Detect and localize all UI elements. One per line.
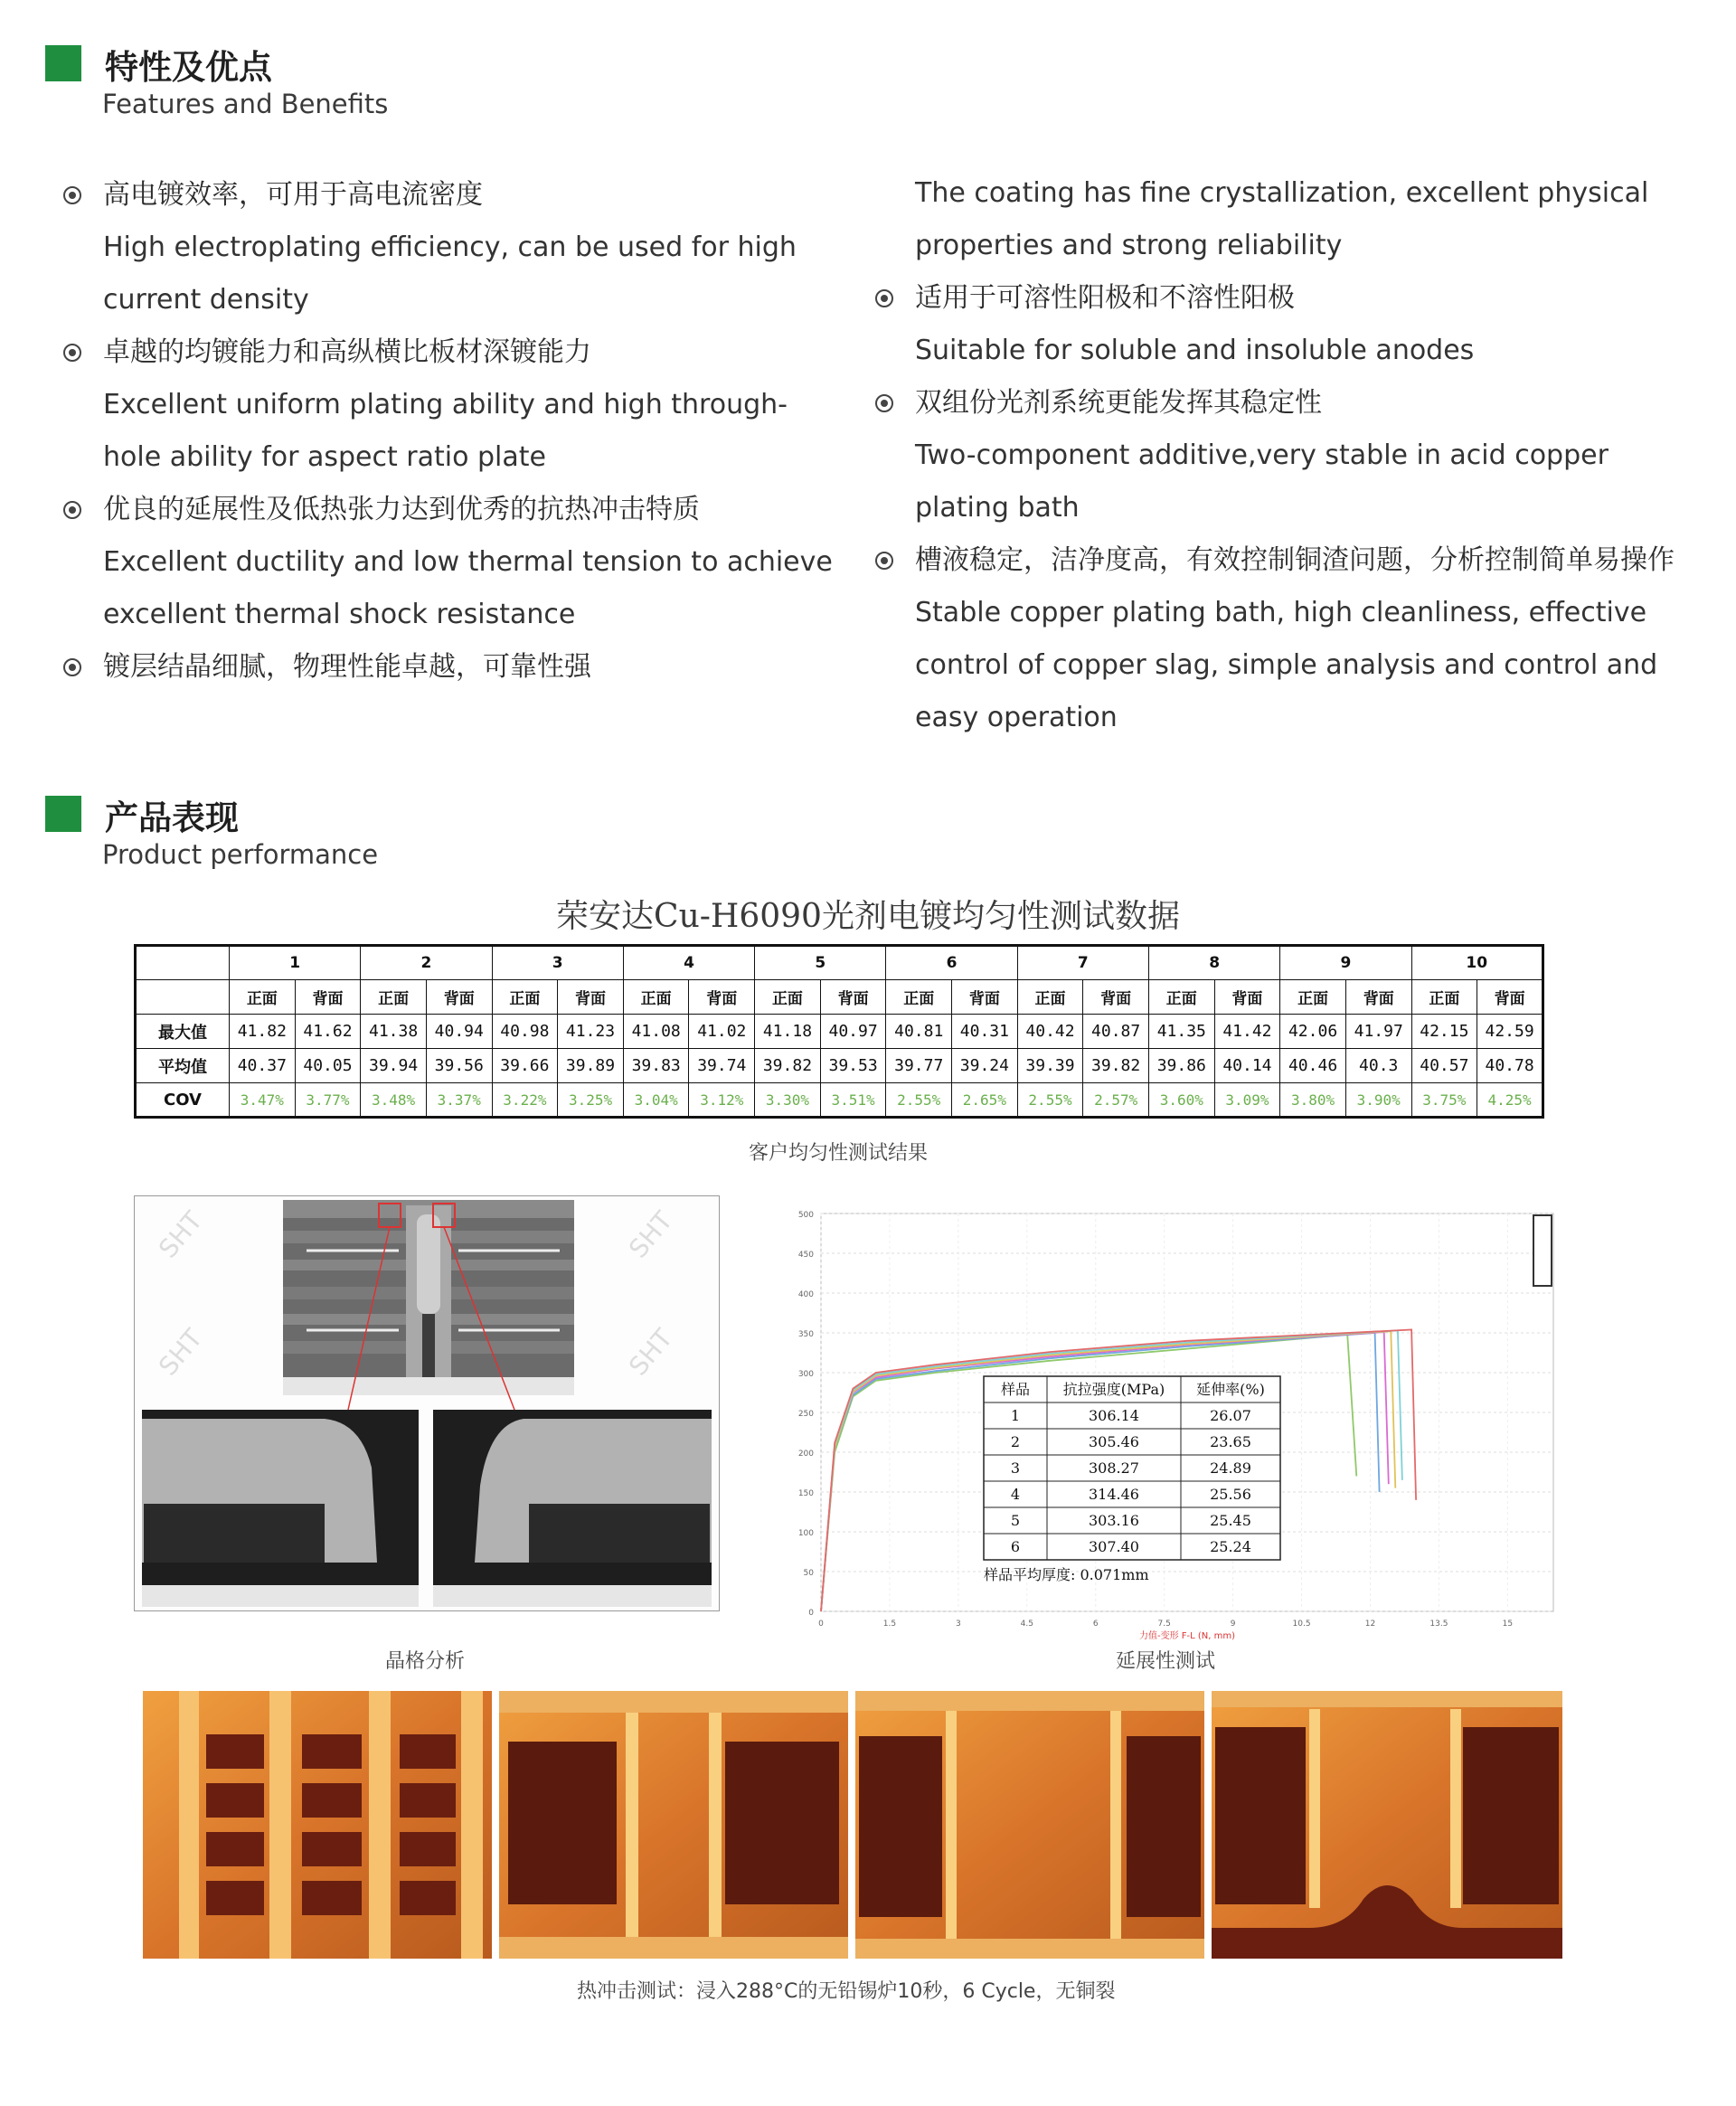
table-side-header: 正面 [492,980,558,1015]
table-cell: 41.35 [1148,1015,1214,1049]
ductility-chart [776,1195,1571,1641]
feature-4-cn: 镀层结晶细腻，物理性能卓越，可靠性强 [103,651,591,683]
feature-6-en-1: Two-component additive,very stable in acid copper [915,439,1609,471]
table-cell: 4.25% [1477,1083,1543,1118]
table-row [136,1049,1543,1083]
table-cell: 3.22% [492,1083,558,1118]
table-cell: 39.83 [623,1049,689,1083]
y-tick-label: 450 [797,1251,814,1260]
x-tick-label: 13.5 [1429,1620,1448,1629]
performance-title-en: Product performance [102,839,379,870]
y-tick-label: 300 [797,1370,814,1379]
table-cell: 3.77% [295,1083,361,1118]
table-cell: 40.81 [886,1015,952,1049]
feature-4-en-2: properties and strong reliability [915,230,1343,261]
table-cell: 40.42 [1017,1015,1083,1049]
table-corner [136,946,230,980]
x-tick-label: 15 [1502,1620,1514,1629]
table-side-header: 背面 [820,980,886,1015]
table-side-header: 正面 [1411,980,1477,1015]
thermal-image-3 [855,1691,1204,1959]
y-tick-label: 0 [808,1609,814,1618]
feature-1-en-2: current density [103,284,309,316]
table-group-header: 6 [886,946,1017,980]
table-cell: 41.82 [230,1015,296,1049]
x-tick-label: 4.5 [1020,1620,1033,1629]
feature-5-en-1: Suitable for soluble and insoluble anodes [915,335,1475,366]
table-cell: 41.23 [558,1015,624,1049]
table-side-header: 背面 [1345,980,1411,1015]
result-table-header: 抗拉强度(MPa) [1062,1381,1165,1398]
table-cell: 41.62 [295,1015,361,1049]
y-tick-label: 350 [797,1330,814,1339]
table-cell: 3.12% [689,1083,755,1118]
green-square-icon [45,45,81,81]
uniformity-table-title: 荣安达Cu-H6090光剂电镀均匀性测试数据 [556,898,1180,935]
table-cell: 41.08 [623,1015,689,1049]
table-cell: 41.38 [361,1015,427,1049]
table-side-header: 正面 [1280,980,1346,1015]
result-table-header: 样品 [1000,1381,1031,1398]
bullet-icon [875,552,893,570]
table-cell: 40.87 [1083,1015,1149,1049]
result-table-cell: 306.14 [1089,1407,1139,1424]
result-table-cell: 26.07 [1210,1407,1251,1424]
table-cell: 39.74 [689,1049,755,1083]
bullet-icon [63,186,81,204]
feature-1-cn: 高电镀效率，可用于高电流密度 [103,179,483,211]
table-cell: 3.09% [1214,1083,1280,1118]
result-table-cell: 1 [1010,1407,1021,1424]
result-table-cell: 6 [1010,1538,1021,1555]
x-tick-label: 12 [1364,1620,1376,1629]
table-side-header: 背面 [952,980,1018,1015]
feature-4-en-1: The coating has fine crystallization, excellent physical [915,177,1649,209]
table-cell: 3.47% [230,1083,296,1118]
table-group-header: 5 [755,946,886,980]
table-side-header: 背面 [1083,980,1149,1015]
bullet-icon [875,289,893,307]
table-cell: 2.55% [1017,1083,1083,1118]
features-title-en: Features and Benefits [102,89,389,119]
feature-1-en-1: High electroplating efficiency, can be used for high [103,231,797,263]
watermark-text: SHT [153,1205,209,1264]
result-table-cell: 307.40 [1089,1538,1139,1555]
feature-6-cn: 双组份光剂系统更能发挥其稳定性 [915,387,1322,419]
thermal-micrographs [143,1691,1562,1959]
table-side-header: 正面 [1017,980,1083,1015]
x-tick-label: 0 [818,1620,824,1629]
x-tick-label: 1.5 [882,1620,897,1629]
feature-3-en-1: Excellent ductility and low thermal tension to achieve [103,546,833,578]
legend-box [1533,1215,1552,1286]
table-corner [136,980,230,1015]
x-tick-label: 3 [956,1620,961,1629]
result-table-cell: 305.46 [1089,1433,1139,1450]
feature-5-cn: 适用于可溶性阳极和不溶性阳极 [915,282,1295,314]
y-tick-label: 200 [797,1450,814,1459]
ductility-caption: 延展性测试 [1116,1650,1216,1673]
bullet-icon [63,344,81,362]
sem-overview-image [283,1200,574,1410]
uniformity-caption: 客户均匀性测试结果 [749,1142,929,1165]
thermal-image-4 [1212,1691,1562,1959]
result-table-cell: 25.45 [1210,1512,1251,1529]
features-title-cn: 特性及优点 [105,48,272,87]
watermark-text: SHT [153,1323,209,1382]
avg-thickness-label: 样品平均厚度: 0.071mm [984,1566,1149,1583]
table-side-header: 正面 [230,980,296,1015]
table-cell: 40.57 [1411,1049,1477,1083]
bullet-icon [875,394,893,412]
x-axis-label: 力值-变形 F-L (N, mm) [1138,1631,1236,1641]
table-cell: 2.65% [952,1083,1018,1118]
table-cell: 3.48% [361,1083,427,1118]
result-table-cell: 5 [1010,1512,1021,1529]
table-side-header: 正面 [623,980,689,1015]
feature-2-en-2: hole ability for aspect ratio plate [103,441,546,473]
thermal-shock-panel [143,1691,1562,1959]
thermal-image-2 [499,1691,848,1959]
sem-detail-left-image [142,1410,419,1607]
table-cell: 41.42 [1214,1015,1280,1049]
table-side-header: 正面 [755,980,821,1015]
table-cell: 39.39 [1017,1049,1083,1083]
table-cell: 40.14 [1214,1049,1280,1083]
table-cell: 3.04% [623,1083,689,1118]
table-cell: 3.75% [1411,1083,1477,1118]
table-cell: 39.82 [1083,1049,1149,1083]
table-group-header: 7 [1017,946,1148,980]
table-side-header: 正面 [886,980,952,1015]
lattice-caption: 晶格分析 [385,1650,466,1673]
table-cell: 40.37 [230,1049,296,1083]
y-tick-label: 50 [803,1569,814,1578]
table-cell: 41.18 [755,1015,821,1049]
table-side-header: 背面 [689,980,755,1015]
table-side-header: 背面 [295,980,361,1015]
table-cell: 41.02 [689,1015,755,1049]
table-row-label: 最大值 [136,1015,230,1049]
table-row-label: 平均值 [136,1049,230,1083]
table-group-header: 3 [492,946,623,980]
table-side-row [136,980,1543,1015]
result-table-cell: 25.56 [1210,1486,1251,1503]
table-cell: 40.31 [952,1015,1018,1049]
table-cell: 3.25% [558,1083,624,1118]
y-tick-label: 400 [797,1290,814,1299]
x-tick-label: 6 [1092,1620,1099,1629]
ductility-panel [776,1195,1571,1641]
x-tick-label: 9 [1230,1620,1236,1629]
result-table-cell: 308.27 [1089,1459,1139,1477]
table-side-header: 正面 [361,980,427,1015]
table-cell: 3.90% [1345,1083,1411,1118]
table-cell: 39.53 [820,1049,886,1083]
bullet-icon [63,658,81,676]
feature-3-cn: 优良的延展性及低热张力达到优秀的抗热冲击特质 [103,494,700,525]
table-cell: 41.97 [1345,1015,1411,1049]
table-cell: 40.05 [295,1049,361,1083]
feature-7-en-1: Stable copper plating bath, high cleanliness, effective [915,597,1647,628]
table-cell: 39.94 [361,1049,427,1083]
table-cell: 3.80% [1280,1083,1346,1118]
x-tick-label: 10.5 [1292,1620,1311,1629]
table-cell: 40.94 [426,1015,492,1049]
table-side-header: 背面 [558,980,624,1015]
table-side-header: 背面 [1477,980,1543,1015]
table-cell: 42.59 [1477,1015,1543,1049]
table-side-header: 背面 [426,980,492,1015]
table-group-row [136,946,1543,980]
result-table-cell: 314.46 [1089,1486,1139,1503]
table-cell: 40.98 [492,1015,558,1049]
result-table-cell: 23.65 [1210,1433,1251,1450]
feature-3-en-2: excellent thermal shock resistance [103,599,576,630]
table-cell: 2.55% [886,1083,952,1118]
table-cell: 42.15 [1411,1015,1477,1049]
y-tick-label: 250 [797,1410,814,1419]
table-cell: 40.3 [1345,1049,1411,1083]
table-row-label: COV [136,1083,230,1118]
feature-2-cn: 卓越的均镀能力和高纵横比板材深镀能力 [103,336,591,368]
table-cell: 39.66 [492,1049,558,1083]
table-group-header: 2 [361,946,492,980]
table-group-header: 9 [1280,946,1411,980]
table-group-header: 10 [1411,946,1543,980]
feature-7-en-2: control of copper slag, simple analysis and control and [915,649,1658,681]
table-cell: 3.60% [1148,1083,1214,1118]
table-cell: 40.78 [1477,1049,1543,1083]
bullet-icon [63,501,81,519]
table-group-header: 4 [623,946,754,980]
thermal-caption: 热冲击测试：浸入288°C的无铅锡炉10秒，6 Cycle，无铜裂 [577,1980,1116,2003]
table-cell: 39.82 [755,1049,821,1083]
y-tick-label: 100 [797,1529,814,1538]
table-cell: 3.37% [426,1083,492,1118]
result-table-cell: 303.16 [1089,1512,1139,1529]
table-cell: 39.56 [426,1049,492,1083]
performance-title-cn: 产品表现 [105,798,239,837]
table-cell: 3.51% [820,1083,886,1118]
sem-detail-right-image [433,1410,712,1607]
result-table-cell: 2 [1010,1433,1021,1450]
table-cell: 39.86 [1148,1049,1214,1083]
table-cell: 3.30% [755,1083,821,1118]
table-cell: 2.57% [1083,1083,1149,1118]
y-tick-label: 150 [797,1489,814,1498]
table-cell: 39.89 [558,1049,624,1083]
table-group-header: 1 [230,946,361,980]
table-cell: 39.77 [886,1049,952,1083]
lattice-micrographs [135,1196,719,1610]
table-row [136,1015,1543,1049]
table-row [136,1083,1543,1118]
feature-6-en-2: plating bath [915,492,1080,524]
result-table-cell: 25.24 [1210,1538,1251,1555]
result-table-cell: 3 [1010,1459,1021,1477]
table-side-header: 背面 [1214,980,1280,1015]
watermark-text: SHT [623,1323,679,1382]
result-table-cell: 4 [1010,1486,1021,1503]
lattice-panel [134,1195,720,1611]
table-side-header: 正面 [1148,980,1214,1015]
table-cell: 42.06 [1280,1015,1346,1049]
table-group-header: 8 [1148,946,1279,980]
table-cell: 40.46 [1280,1049,1346,1083]
green-square-icon [45,796,81,832]
watermark-text: SHT [623,1205,679,1264]
feature-2-en-1: Excellent uniform plating ability and high through- [103,389,788,420]
thermal-image-1 [143,1691,492,1959]
table-cell: 40.97 [820,1015,886,1049]
feature-7-en-3: easy operation [915,702,1118,733]
table-cell: 39.24 [952,1049,1018,1083]
x-tick-label: 7.5 [1157,1620,1171,1629]
y-tick-label: 500 [797,1211,814,1220]
feature-7-cn: 槽液稳定，洁净度高，有效控制铜渣问题，分析控制简单易操作 [915,544,1675,576]
result-table-cell: 24.89 [1210,1459,1251,1477]
result-table-header: 延伸率(%) [1196,1381,1265,1398]
uniformity-table [134,944,1544,1119]
